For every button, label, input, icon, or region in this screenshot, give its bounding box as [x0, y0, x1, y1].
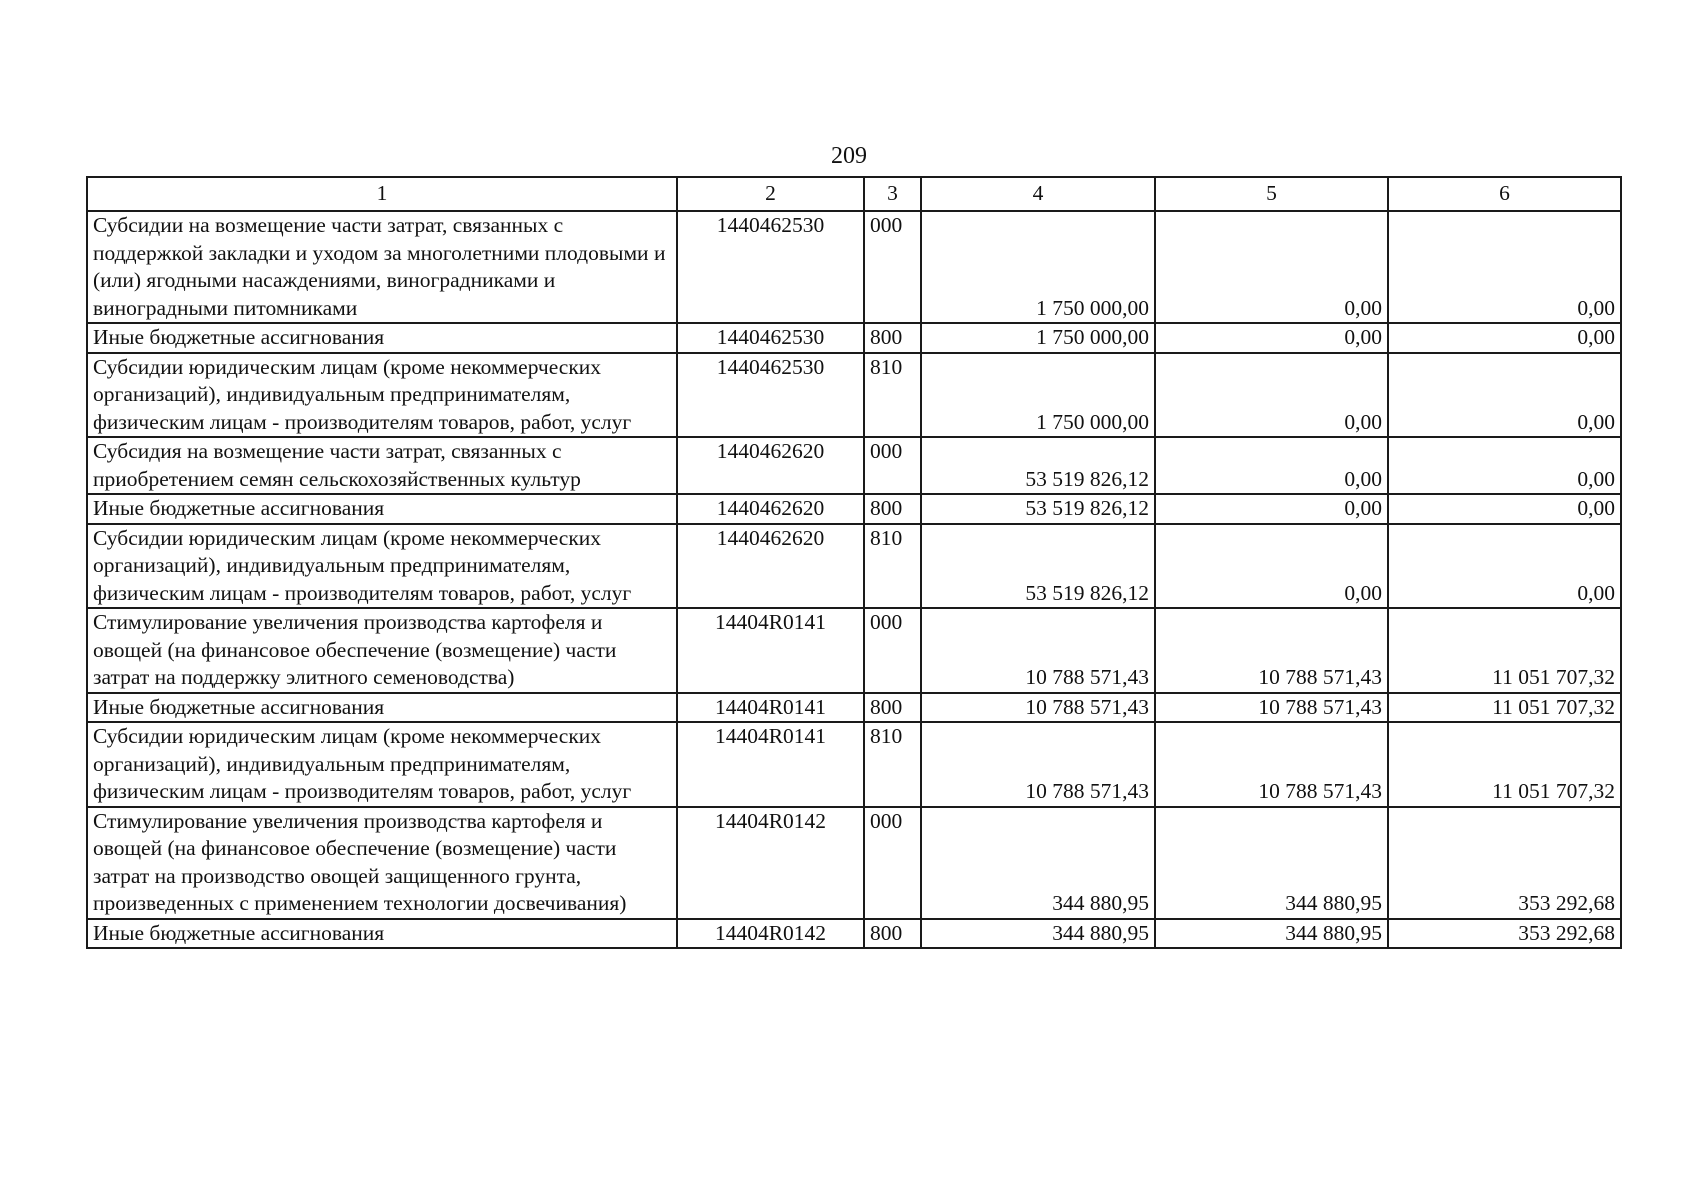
row-name: Иные бюджетные ассигнования — [87, 919, 677, 949]
expense-type-code: 810 — [864, 722, 921, 807]
row-name: Иные бюджетные ассигнования — [87, 693, 677, 723]
expense-type-code: 000 — [864, 807, 921, 919]
amount-col6: 0,00 — [1388, 494, 1621, 524]
amount-col6: 0,00 — [1388, 211, 1621, 323]
target-code: 14404R0141 — [677, 722, 864, 807]
amount-col6: 0,00 — [1388, 353, 1621, 438]
amount-col5: 0,00 — [1155, 494, 1388, 524]
amount-col5: 10 788 571,43 — [1155, 608, 1388, 693]
amount-col4: 1 750 000,00 — [921, 353, 1155, 438]
column-header: 4 — [921, 177, 1155, 211]
target-code: 1440462620 — [677, 524, 864, 609]
row-name: Субсидии юридическим лицам (кроме некоммерческих организаций), индивидуальным предпринимателям, физическим лицам - производителям товаров, работ, услуг — [87, 353, 677, 438]
table-header-row — [87, 177, 1621, 211]
amount-col6: 0,00 — [1388, 437, 1621, 494]
amount-col6: 11 051 707,32 — [1388, 693, 1621, 723]
expense-type-code: 000 — [864, 608, 921, 693]
amount-col6: 0,00 — [1388, 524, 1621, 609]
table-row — [87, 722, 1621, 807]
amount-col4: 53 519 826,12 — [921, 437, 1155, 494]
table-row — [87, 524, 1621, 609]
table-row — [87, 608, 1621, 693]
amount-col5: 0,00 — [1155, 323, 1388, 353]
amount-col6: 11 051 707,32 — [1388, 722, 1621, 807]
expense-type-code: 800 — [864, 323, 921, 353]
target-code: 1440462530 — [677, 323, 864, 353]
column-header: 1 — [87, 177, 677, 211]
amount-col4: 344 880,95 — [921, 919, 1155, 949]
target-code: 14404R0141 — [677, 693, 864, 723]
amount-col6: 353 292,68 — [1388, 807, 1621, 919]
column-header: 3 — [864, 177, 921, 211]
row-name: Субсидии на возмещение части затрат, связанных с поддержкой закладки и уходом за многолетними плодовыми и (или) ягодными насаждениями, виноградниками и виноградными питомниками — [87, 211, 677, 323]
amount-col4: 10 788 571,43 — [921, 722, 1155, 807]
expense-type-code: 810 — [864, 524, 921, 609]
expense-type-code: 000 — [864, 437, 921, 494]
row-name: Субсидии юридическим лицам (кроме некоммерческих организаций), индивидуальным предпринимателям, физическим лицам - производителям товаров, работ, услуг — [87, 722, 677, 807]
target-code: 1440462530 — [677, 353, 864, 438]
row-name: Субсидии юридическим лицам (кроме некоммерческих организаций), индивидуальным предпринимателям, физическим лицам - производителям товаров, работ, услуг — [87, 524, 677, 609]
amount-col4: 1 750 000,00 — [921, 323, 1155, 353]
amount-col6: 11 051 707,32 — [1388, 608, 1621, 693]
amount-col6: 0,00 — [1388, 323, 1621, 353]
amount-col4: 53 519 826,12 — [921, 494, 1155, 524]
expense-type-code: 800 — [864, 693, 921, 723]
amount-col4: 53 519 826,12 — [921, 524, 1155, 609]
target-code: 1440462620 — [677, 494, 864, 524]
target-code: 14404R0142 — [677, 807, 864, 919]
target-code: 1440462620 — [677, 437, 864, 494]
row-name: Стимулирование увеличения производства картофеля и овощей (на финансовое обеспечение (возмещение) части затрат на поддержку элитного семеноводства) — [87, 608, 677, 693]
table-row — [87, 807, 1621, 919]
table-row — [87, 353, 1621, 438]
target-code: 14404R0142 — [677, 919, 864, 949]
column-header: 5 — [1155, 177, 1388, 211]
amount-col4: 1 750 000,00 — [921, 211, 1155, 323]
table-row — [87, 323, 1621, 353]
column-header: 6 — [1388, 177, 1621, 211]
amount-col4: 10 788 571,43 — [921, 693, 1155, 723]
expense-type-code: 800 — [864, 919, 921, 949]
table-row — [87, 211, 1621, 323]
row-name: Иные бюджетные ассигнования — [87, 494, 677, 524]
amount-col5: 0,00 — [1155, 353, 1388, 438]
table-row — [87, 919, 1621, 949]
expense-type-code: 000 — [864, 211, 921, 323]
amount-col5: 10 788 571,43 — [1155, 722, 1388, 807]
row-name: Иные бюджетные ассигнования — [87, 323, 677, 353]
column-header: 2 — [677, 177, 864, 211]
amount-col5: 344 880,95 — [1155, 807, 1388, 919]
amount-col5: 0,00 — [1155, 437, 1388, 494]
table-row — [87, 693, 1621, 723]
budget-table — [86, 176, 1622, 949]
expense-type-code: 810 — [864, 353, 921, 438]
amount-col5: 0,00 — [1155, 524, 1388, 609]
target-code: 14404R0141 — [677, 608, 864, 693]
page-number: 209 — [831, 143, 867, 169]
amount-col5: 344 880,95 — [1155, 919, 1388, 949]
expense-type-code: 800 — [864, 494, 921, 524]
amount-col5: 0,00 — [1155, 211, 1388, 323]
target-code: 1440462530 — [677, 211, 864, 323]
amount-col6: 353 292,68 — [1388, 919, 1621, 949]
amount-col4: 344 880,95 — [921, 807, 1155, 919]
amount-col4: 10 788 571,43 — [921, 608, 1155, 693]
row-name: Субсидия на возмещение части затрат, связанных с приобретением семян сельскохозяйственных культур — [87, 437, 677, 494]
table-row — [87, 437, 1621, 494]
table-row — [87, 494, 1621, 524]
amount-col5: 10 788 571,43 — [1155, 693, 1388, 723]
row-name: Стимулирование увеличения производства картофеля и овощей (на финансовое обеспечение (возмещение) части затрат на производство овощей защищенного грунта, произведенных с применением технологии досвечивания) — [87, 807, 677, 919]
